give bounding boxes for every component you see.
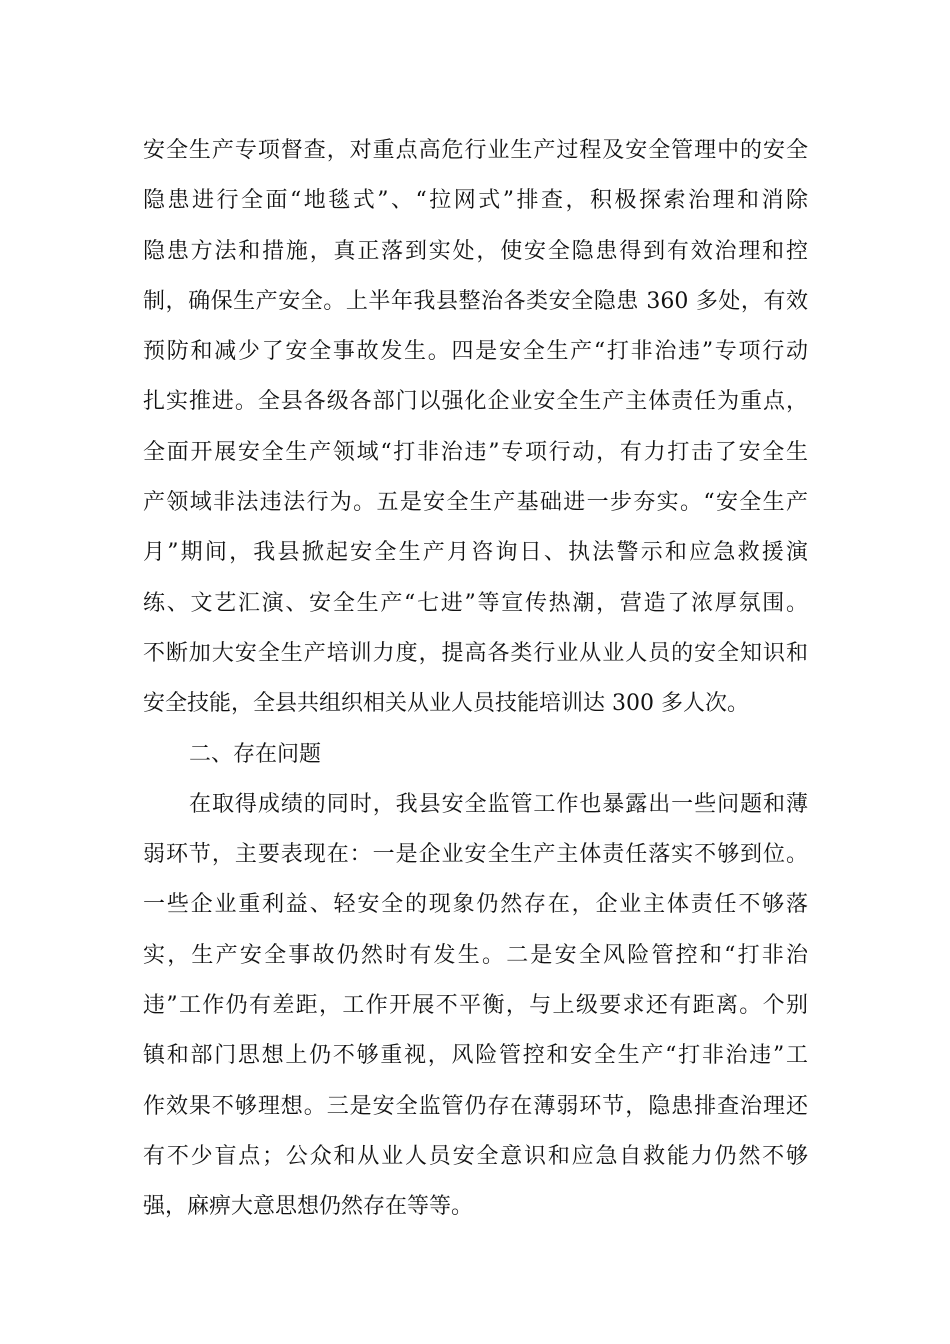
text-line: 隐患方法和措施，真正落到实处，使安全隐患得到有效治理和控 bbox=[143, 238, 808, 264]
text-line: 强，麻痹大意思想仍然存在等等。 bbox=[143, 1194, 474, 1220]
text-line: 有不少盲点；公众和从业人员安全意识和应急自救能力仍然不够 bbox=[143, 1143, 808, 1169]
text-line: 产领域非法违法行为。五是安全生产基础进一步夯实。“安全生产 bbox=[143, 490, 808, 516]
text-line: 镇和部门思想上仍不够重视，风险管控和安全生产“打非治违”工 bbox=[143, 1043, 808, 1069]
text-line: 练、文艺汇演、安全生产“七进”等宣传热潮，营造了浓厚氛围。 bbox=[143, 590, 808, 616]
text-line: 隐患进行全面“地毯式”、“拉网式”排查，积极探索治理和消除 bbox=[143, 188, 808, 214]
text-line: 安全生产专项督查，对重点高危行业生产过程及安全管理中的安全 bbox=[143, 138, 808, 163]
text-line: 一些企业重利益、轻安全的现象仍然存在，企业主体责任不够落 bbox=[143, 892, 808, 918]
text-line: 扎实推进。全县各级各部门以强化企业安全生产主体责任为重点， bbox=[143, 389, 808, 415]
text-line: 安全技能，全县共组织相关从业人员技能培训达 300 多人次。 bbox=[143, 691, 749, 717]
text-line: 制，确保生产安全。上半年我县整治各类安全隐患 360 多处，有效 bbox=[143, 288, 808, 314]
text-line: 月”期间，我县掀起安全生产月咨询日、执法警示和应急救援演 bbox=[143, 540, 808, 566]
text-line: 在取得成绩的同时，我县安全监管工作也暴露出一些问题和薄 bbox=[189, 791, 808, 817]
text-line: 弱环节，主要表现在：一是企业安全生产主体责任落实不够到位。 bbox=[143, 842, 808, 868]
text-line: 不断加大安全生产培训力度，提高各类行业从业人员的安全知识和 bbox=[143, 640, 808, 666]
text-line: 作效果不够理想。三是安全监管仍存在薄弱环节，隐患排查治理还 bbox=[143, 1093, 808, 1119]
section-heading: 二、存在问题 bbox=[189, 741, 322, 767]
text-line: 全面开展安全生产领域“打非治违”专项行动，有力打击了安全生 bbox=[143, 439, 808, 465]
text-line: 预防和减少了安全事故发生。四是安全生产“打非治违”专项行动 bbox=[143, 339, 808, 365]
text-line: 违”工作仍有差距，工作开展不平衡，与上级要求还有距离。个别 bbox=[143, 993, 808, 1019]
text-line: 实，生产安全事故仍然时有发生。二是安全风险管控和“打非治 bbox=[143, 942, 808, 968]
document-body bbox=[143, 126, 808, 1233]
